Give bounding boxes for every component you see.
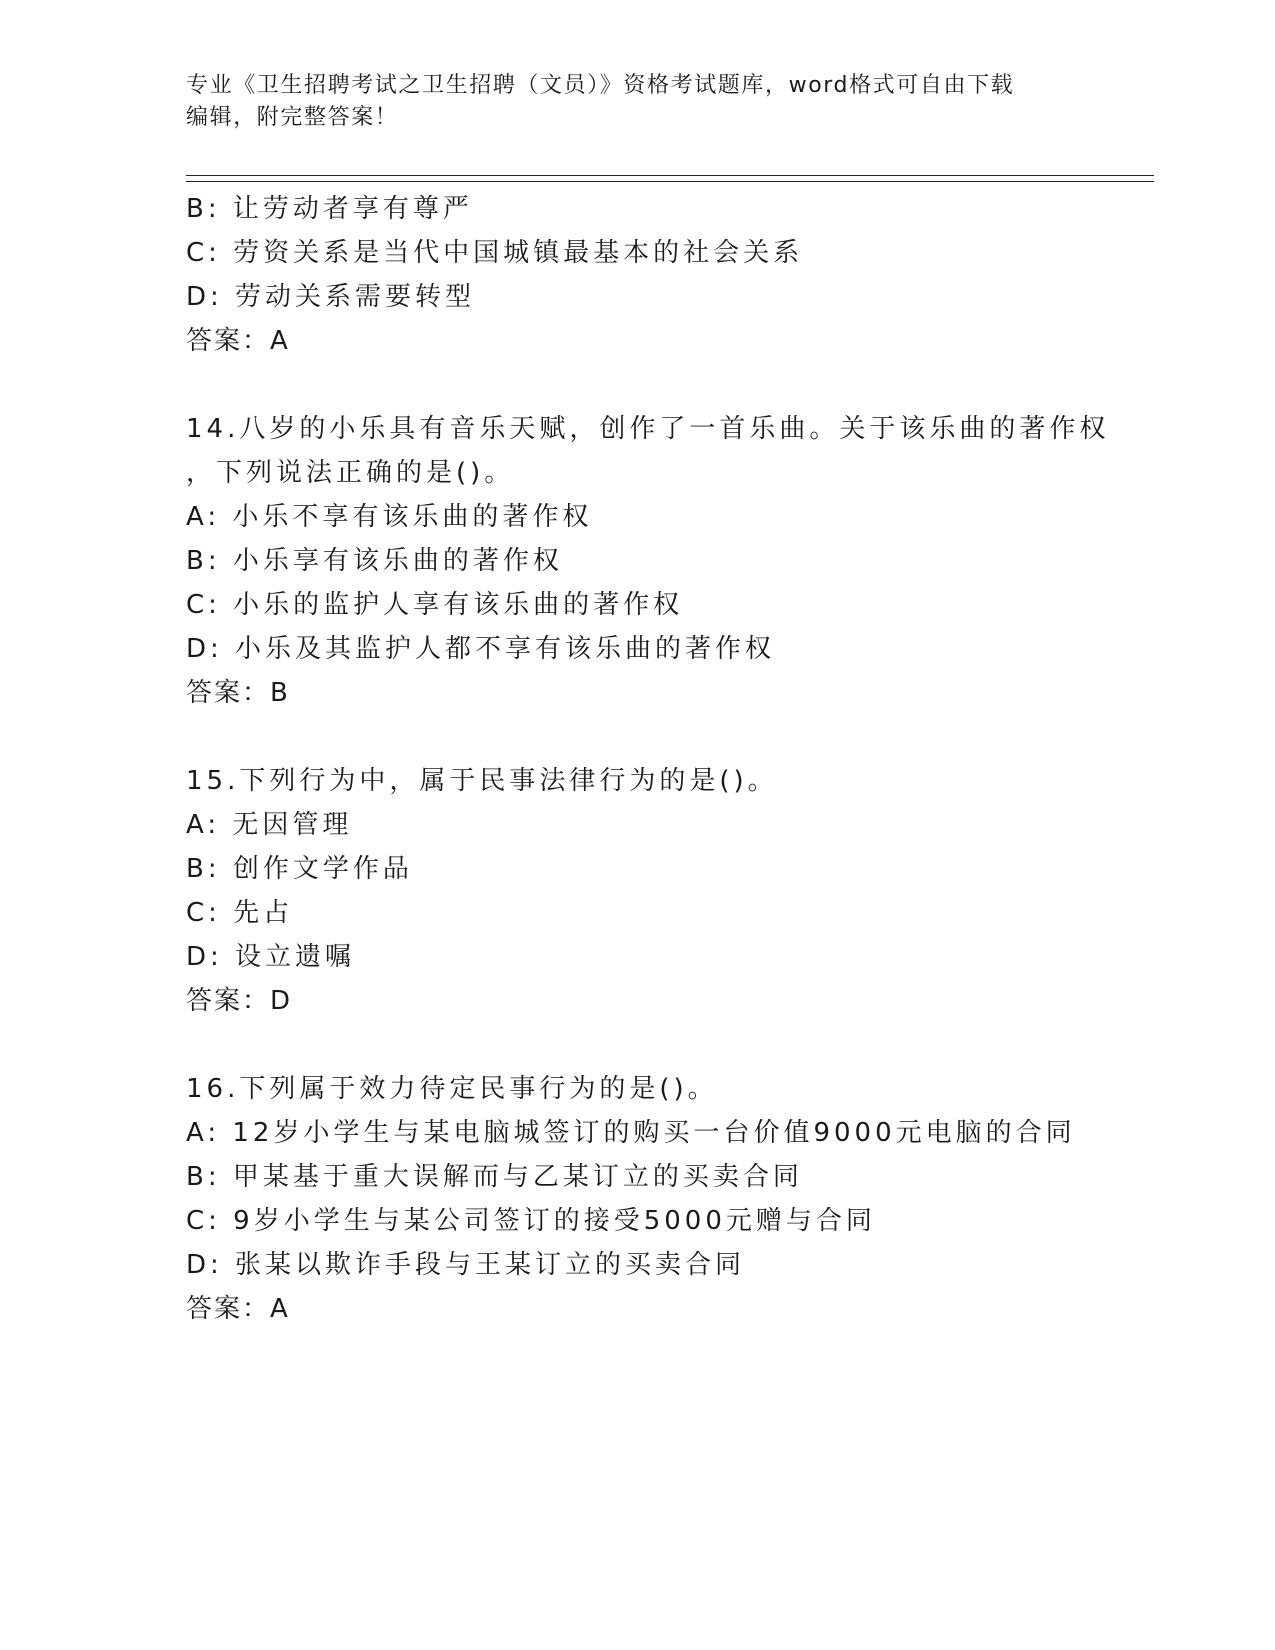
q13-option-d: D: 劳动关系需要转型: [186, 282, 476, 312]
q13-answer: 答案：A: [186, 326, 290, 356]
q15-stem: 15.下列行为中，属于民事法律行为的是()。: [186, 766, 778, 796]
document-header: [186, 70, 1086, 134]
q13-option-b: B: 让劳动者享有尊严: [186, 194, 473, 224]
q16-option-c: C: 9岁小学生与某公司签订的接受5000元赠与合同: [186, 1206, 876, 1236]
q14-answer: 答案：B: [186, 678, 290, 708]
q16-option-a: A: 12岁小学生与某电脑城签订的购买一台价值9000元电脑的合同: [186, 1118, 1076, 1148]
header-divider-bottom: [186, 181, 1154, 182]
q15-option-a: A: 无因管理: [186, 810, 353, 840]
q14-stem-line-2: ，下列说法正确的是()。: [186, 458, 515, 488]
q14-option-a: A: 小乐不享有该乐曲的著作权: [186, 502, 593, 532]
q14-option-b: B: 小乐享有该乐曲的著作权: [186, 546, 563, 576]
q13-option-c: C: 劳资关系是当代中国城镇最基本的社会关系: [186, 238, 804, 268]
q14-option-c: C: 小乐的监护人享有该乐曲的著作权: [186, 590, 684, 620]
q16-stem: 16.下列属于效力待定民事行为的是()。: [186, 1074, 718, 1104]
q14-stem-line-1: 14.八岁的小乐具有音乐天赋，创作了一首乐曲。关于该乐曲的著作权: [186, 414, 1110, 444]
header-divider-top: [186, 175, 1154, 176]
q15-option-b: B: 创作文学作品: [186, 854, 413, 884]
header-line-2: 编辑，附完整答案！: [186, 105, 399, 130]
q14-option-d: D: 小乐及其监护人都不享有该乐曲的著作权: [186, 634, 776, 664]
q15-option-c: C: 先占: [186, 898, 294, 928]
header-line-1: 专业《卫生招聘考试之卫生招聘（文员）》资格考试题库，word格式可自由下载: [186, 73, 1015, 98]
q16-option-d: D: 张某以欺诈手段与王某订立的买卖合同: [186, 1250, 746, 1280]
q15-answer: 答案：D: [186, 986, 293, 1016]
q16-answer: 答案：A: [186, 1294, 290, 1324]
q15-option-d: D: 设立遗嘱: [186, 942, 356, 972]
q16-option-b: B: 甲某基于重大误解而与乙某订立的买卖合同: [186, 1162, 803, 1192]
